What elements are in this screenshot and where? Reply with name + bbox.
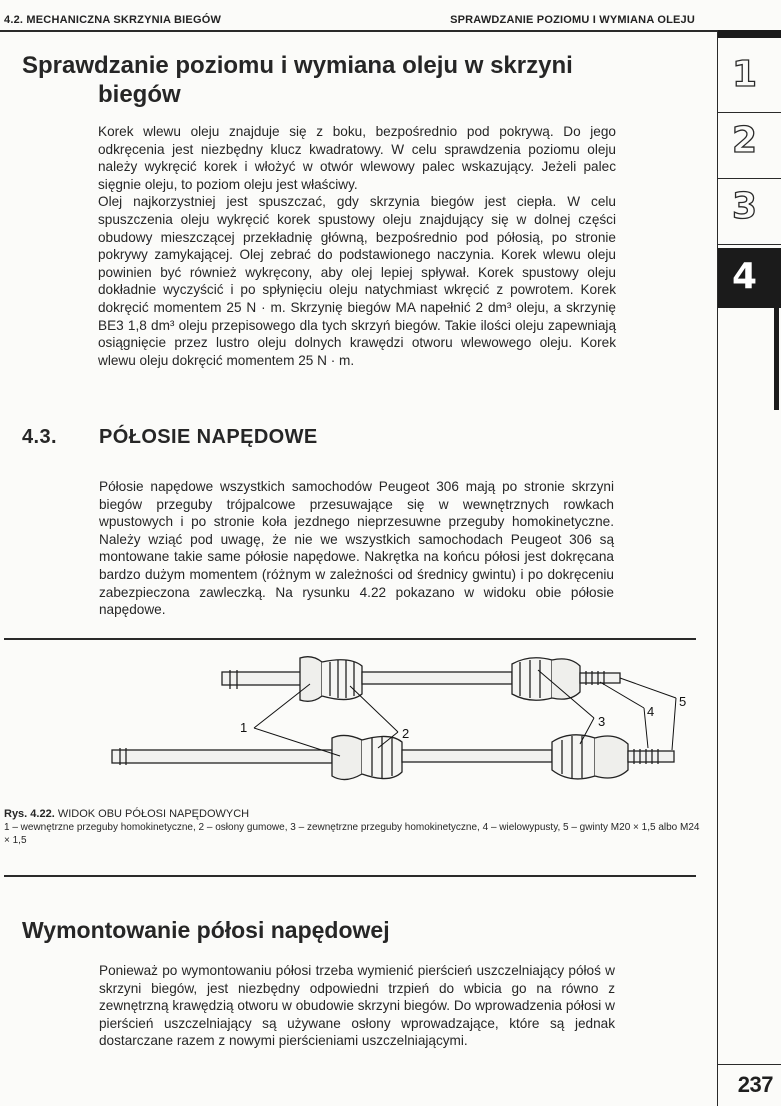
tab-top-band [718,30,781,38]
figure-label-4: 4 [647,704,655,719]
paragraph: Korek wlewu oleju znajduje się z boku, bezpośrednio pod pokrywą. Do jego odkręcenia jest niezbędny klucz kwadratowy. W celu sprawdzenia poziomu oleju należy wykręcić korek i włożyć w otwór wlewowy palec wskazujący. Jeżeli palec sięgnie oleju, to poziom oleju jest właściwy. [98,124,616,192]
chapter-tab-2-label: 2 [732,120,758,161]
page-number: 237 [737,1072,773,1097]
figure-label-3: 3 [598,714,606,729]
section-number: 4.3. [22,426,57,448]
paragraph: Półosie napędowe wszystkich samochodów Peugeot 306 mają po stronie skrzyni biegów przeguby trójpalcowe przesuwające się w wewnętrznych rowkach wpustowych i po stronie koła jezdnego nieprzesuwne przeguby homokinetyczne. Należy wziąć pod uwagę, że nie we wszystkich samochodach Peugeot 306 są montowane takie same półosie napędowe. Nakrętka na końcu półosi jest dokręcana bardzo dużym momentem (różnym w zależności od średnicy gwintu) i po dokręceniu zabezpieczona zawleczką. Na rysunku 4.22 pokazano w widoku obie półosie napędowe. [99,479,614,618]
page-number-rule [718,1064,781,1065]
chapter-tab-3-label: 3 [732,186,758,227]
chapter-tab-4-label: 4 [732,256,758,297]
tab-divider [718,178,781,179]
section-heading: PÓŁOSIE NAPĘDOWE [99,426,318,448]
paragraph: Ponieważ po wymontowaniu półosi trzeba wymienić pierścień uszczelniający półoś w skrzyni biegów, jest niezbędny odpowiedni trzpień do wbicia go na równo z zewnętrzną krawędzią otworu w obudowie skrzyni biegów. Do wprowadzenia półosi w pierścień uszczelniający są używane osłony wprowadzające, które są jednak dostarczane razem z nowymi pierścieniami uszczelniającymi. [99,963,615,1049]
drive-shafts-illustration [100,646,700,806]
chapter-tab-4[interactable] [718,248,781,308]
figure-caption [4,808,704,847]
tab-edge-marker [774,300,779,410]
tab-divider [718,244,781,245]
figure-title: WIDOK OBU PÓŁOSI NAPĘDOWYCH [57,808,250,820]
figure-number: Rys. 4.22. [4,808,55,820]
running-header-right: SPRAWDZANIE POZIOMU I WYMIANA OLEJU [450,14,695,26]
shaft-lower [112,735,674,780]
section-title-line: biegów [98,81,181,108]
section-title: Wymontowanie półosi napędowej [22,917,390,943]
chapter-tab-1[interactable] [726,50,781,107]
chapter-tab-1-label: 1 [732,54,758,95]
running-header-left: 4.2. MECHANICZNA SKRZYNIA BIEGÓW [4,14,222,26]
header-rule [0,30,718,32]
section-title-line: Sprawdzanie poziomu i wymiana oleju w skrzyni [22,52,573,79]
figure-bottom-rule [4,875,696,877]
section-body [99,478,614,619]
tab-divider [718,112,781,113]
shaft-upper [222,657,620,702]
figure-label-5: 5 [679,694,687,709]
figure-label-2: 2 [402,726,410,741]
margin-rule [717,30,718,1106]
figure-caption-title [4,808,704,821]
section-title [22,51,702,109]
figure-top-rule [4,638,696,640]
chapter-tab-3[interactable] [726,182,781,239]
figure-label-1: 1 [240,720,248,735]
section-body [99,962,615,1050]
section-body [98,123,616,369]
paragraph: Olej najkorzystniej jest spuszczać, gdy skrzynia biegów jest ciepła. W celu spuszczenia oleju wykręcić korek spustowy oleju znajdujący się w dolnej części obudowy mieszczącej przekładnię główną, bezpośrednio pod półosią, po stronie pokrywy zamykającej. Olej zebrać do podstawionego naczynia. Korek wlewu oleju powinien być również wykręcony, aby olej lepiej spływał. Korek spustowy oleju dokładnie wyczyścić i po spłynięciu oleju natychmiast wkręcić z powrotem. Korek dokręcić momentem 25 N · m. Skrzynię biegów MA napełnić 2 dm³ oleju, a skrzynię BE3 1,8 dm³ oleju przepisowego dla tych skrzyń biegów. Takie ilości oleju zapewniają osiągnięcie przez lustro oleju dolnych krawędzi otworu wlewowego oleju. Korek wlewu oleju dokręcić momentem 25 N · m. [98,194,616,368]
figure-legend: 1 – wewnętrzne przeguby homokinetyczne, 2 – osłony gumowe, 3 – zewnętrzne przeguby homokinetyczne, 4 – wielowypusty, 5 – gwinty M20 × 1,5 albo M24 × 1,5 [4,822,700,846]
chapter-tab-2[interactable] [726,116,781,173]
